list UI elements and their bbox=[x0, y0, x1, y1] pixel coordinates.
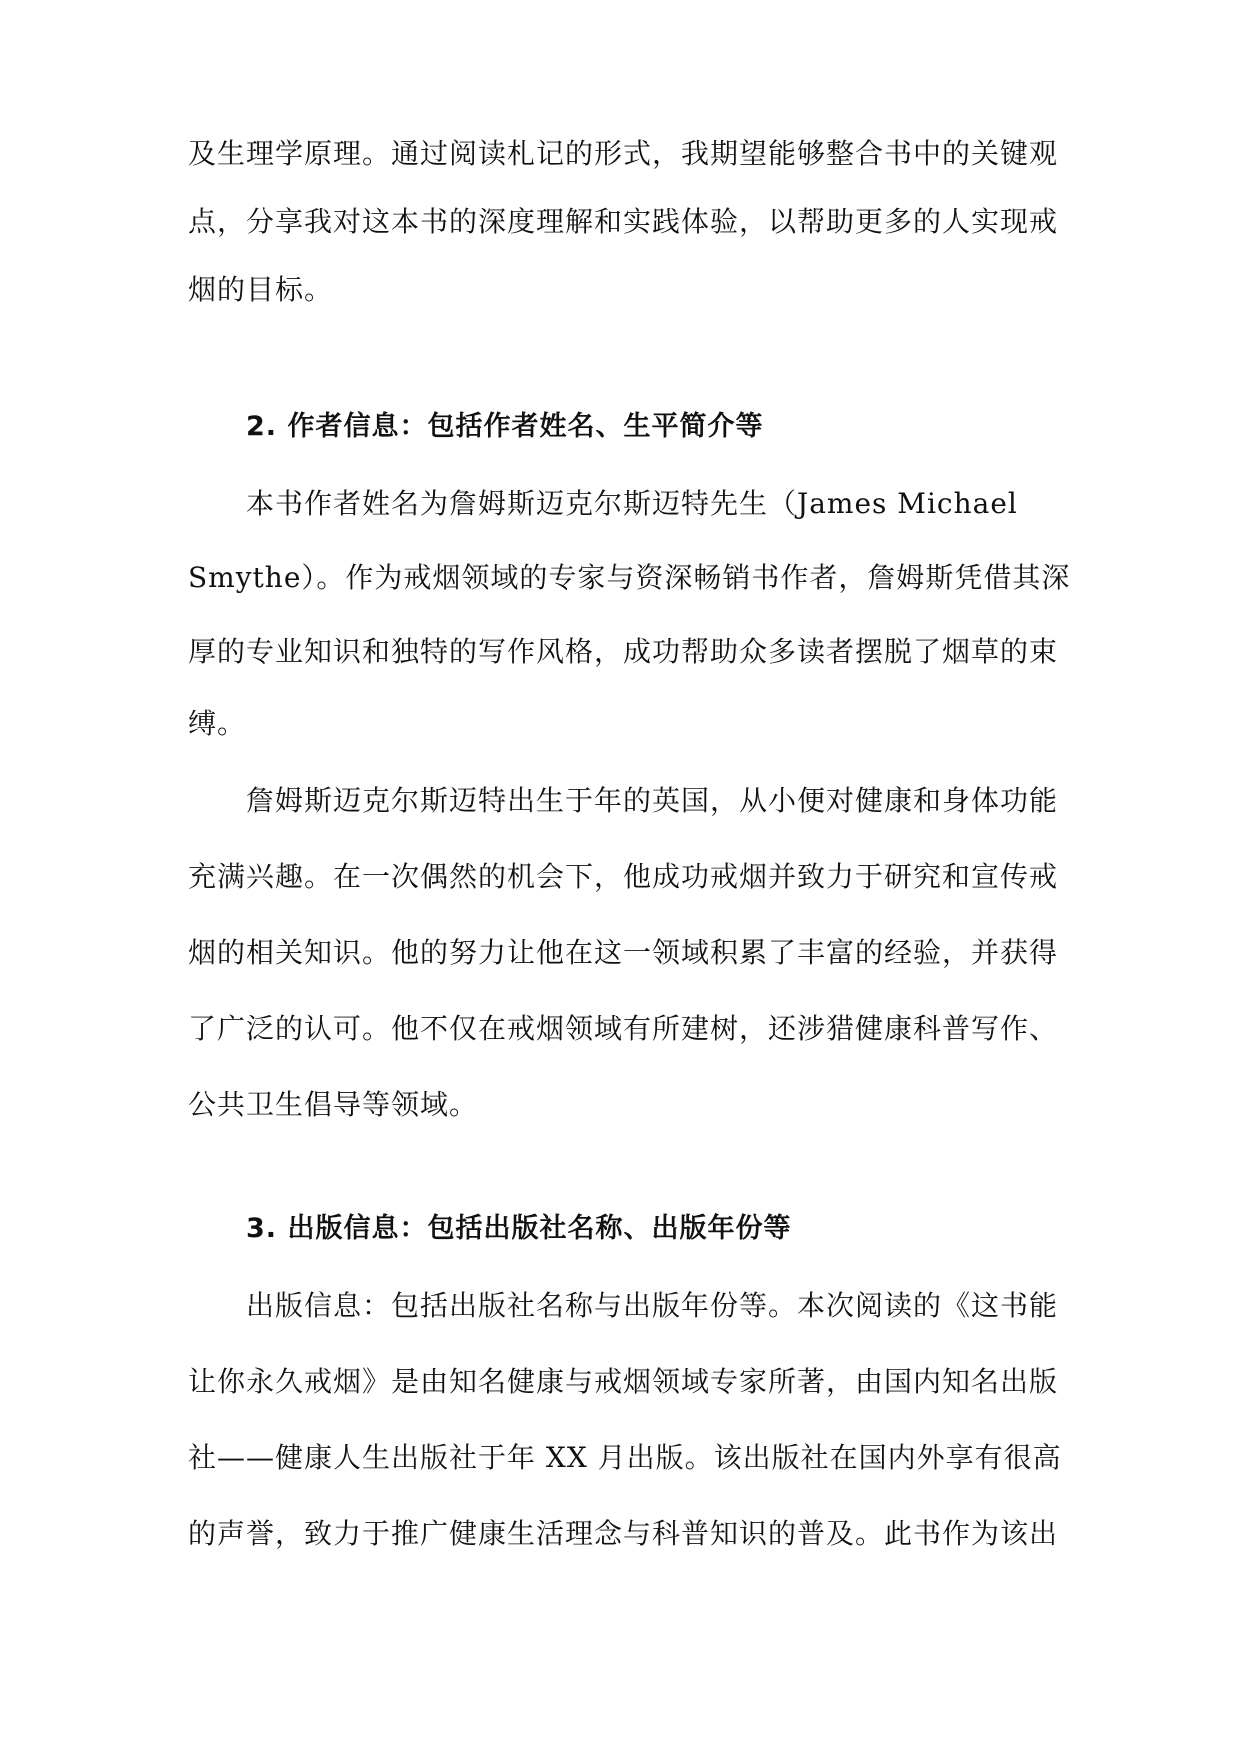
intro-line-2: 点，分享我对这本书的深度理解和实践体验，以帮助更多的人实现戒 bbox=[188, 205, 1059, 238]
intro-line-1: 及生理学原理。通过阅读札记的形式，我期望能够整合书中的关键观 bbox=[188, 137, 1059, 170]
biography-line-1: 詹姆斯迈克尔斯迈特出生于年的英国，从小便对健康和身体功能 bbox=[246, 784, 1059, 817]
biography-line-2: 充满兴趣。在一次偶然的机会下，他成功戒烟并致力于研究和宣传戒 bbox=[188, 860, 1059, 893]
author-paragraph-line-4: 缚。 bbox=[188, 707, 247, 740]
publication-line-2: 让你永久戒烟》是由知名健康与戒烟领域专家所著，由国内知名出版 bbox=[188, 1365, 1059, 1398]
biography-line-4: 了广泛的认可。他不仅在戒烟领域有所建树，还涉猎健康科普写作、 bbox=[188, 1012, 1059, 1045]
publication-line-4: 的声誉，致力于推广健康生活理念与科普知识的普及。此书作为该出 bbox=[188, 1517, 1059, 1550]
intro-line-3: 烟的目标。 bbox=[188, 273, 334, 306]
publication-line-3: 社——健康人生出版社于年 XX 月出版。该出版社在国内外享有很高 bbox=[188, 1441, 1062, 1474]
author-paragraph-line-1: 本书作者姓名为詹姆斯迈克尔斯迈特先生（James Michael bbox=[246, 487, 1018, 520]
author-paragraph-line-2: Smythe）。作为戒烟领域的专家与资深畅销书作者，詹姆斯凭借其深 bbox=[188, 561, 1071, 594]
biography-line-3: 烟的相关知识。他的努力让他在这一领域积累了丰富的经验，并获得 bbox=[188, 936, 1059, 969]
publication-line-1: 出版信息：包括出版社名称与出版年份等。本次阅读的《这书能 bbox=[246, 1289, 1059, 1322]
section-2-heading: 2. 作者信息：包括作者姓名、生平简介等 bbox=[246, 411, 764, 442]
biography-line-5: 公共卫生倡导等领域。 bbox=[188, 1088, 479, 1121]
author-paragraph-line-3: 厚的专业知识和独特的写作风格，成功帮助众多读者摆脱了烟草的束 bbox=[188, 635, 1059, 668]
section-3-heading: 3. 出版信息：包括出版社名称、出版年份等 bbox=[246, 1213, 792, 1244]
